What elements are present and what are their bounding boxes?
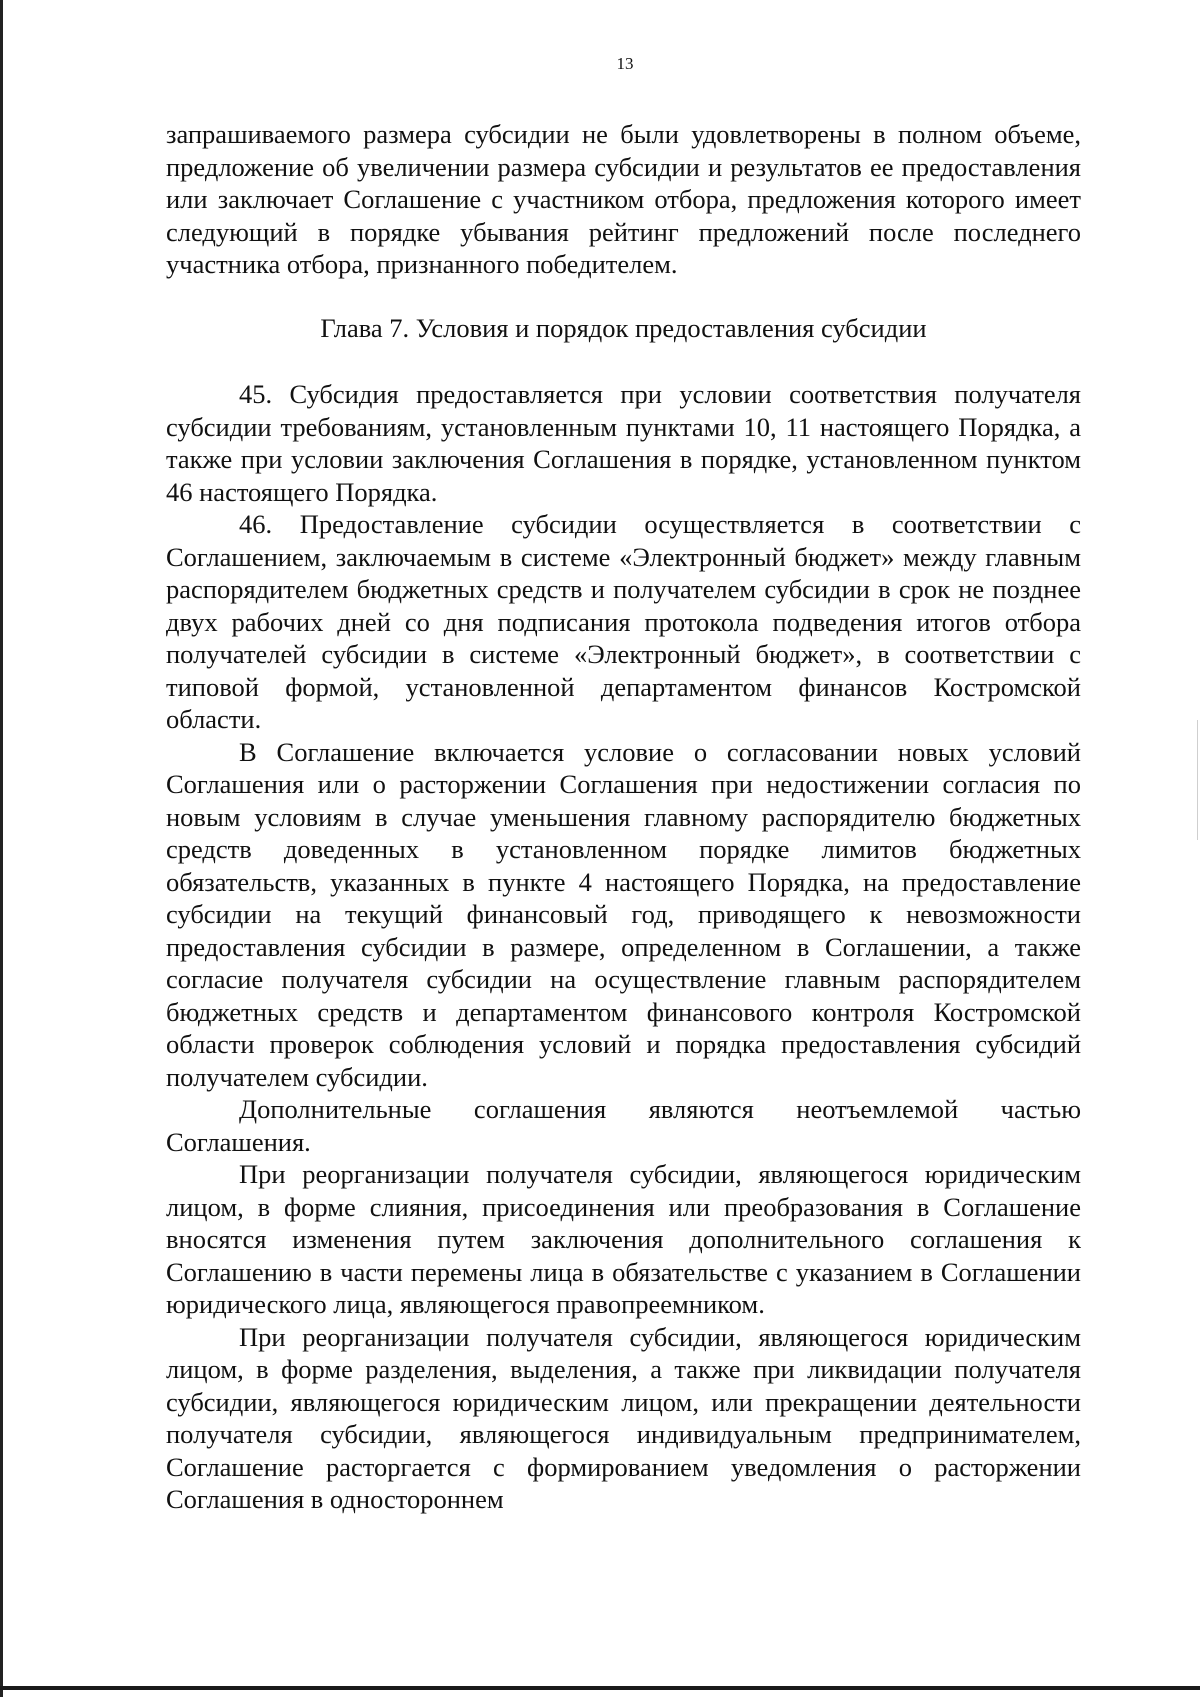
document-body [166, 118, 1081, 1516]
paragraph-additional-agreements: Дополнительные соглашения являются неотъемлемой частью Соглашения. [166, 1094, 1081, 1157]
paragraph-reorganization-merger: При реорганизации получателя субсидии, являющегося юридическим лицом, в форме слияния, присоединения или преобразования в Соглашение вносятся изменения путем заключения дополнительного соглашения к Соглашению в части перемены лица в обязательстве с указанием в Соглашении юридического лица, являющегося правопреемником. [166, 1159, 1081, 1319]
chapter-title: Глава 7. Условия и порядок предоставления субсидии [320, 312, 927, 343]
intro-paragraph: запрашиваемого размера субсидии не были удовлетворены в полном объеме, предложение об увеличении размера субсидии и результатов ее предоставления или заключает Соглашение с участником отбора, предложения которого имеет следующий в порядке убывания рейтинг предложений после последнего участника отбора, признанного победителем. [166, 119, 1081, 279]
scan-left-edge [0, 0, 3, 1697]
page-number: 13 [616, 54, 634, 73]
paragraph-reorganization-division: При реорганизации получателя субсидии, являющегося юридическим лицом, в форме разделения, выделения, а также при ликвидации получателя субсидии, являющегося юридическим лицом, или прекращении деятельности получателя субсидии, являющегося индивидуальным предпринимателем, Соглашение расторгается с формированием уведомления о расторжении Соглашения в одностороннем [166, 1321, 1081, 1514]
paragraph-agreement-conditions: В Соглашение включается условие о согласовании новых условий Соглашения или о расторжении Соглашения при недостижении согласия по новым условиям в случае уменьшения главному распорядителю бюджетных средств доведенных в установленном порядке лимитов бюджетных обязательств, указанных в пункте 4 настоящего Порядка, на предоставление субсидии на текущий финансовый год, приводящего к невозможности предоставления субсидии в размере, определенном в Соглашении, а также согласие получателя субсидии на осуществление главным распорядителем бюджетных средств и департаментом финансового контроля Костромской области проверок соблюдения условий и порядка предоставления субсидий получателем субсидии. [166, 736, 1081, 1092]
scan-right-edge-mark [1197, 720, 1198, 840]
scan-bottom-edge [0, 1686, 1200, 1690]
paragraph-45: 45. Субсидия предоставляется при условии соответствия получателя субсидии требованиям, установленным пунктами 10, 11 настоящего Порядка, а также при условии заключения Соглашения в порядке, установленном пунктом 46 настоящего Порядка. [166, 379, 1081, 507]
paragraph-46: 46. Предоставление субсидии осуществляется в соответствии с Соглашением, заключаемым в системе «Электронный бюджет» между главным распорядителем бюджетных средств и получателем субсидии в срок не позднее двух рабочих дней со дня подписания протокола подведения итогов отбора получателей субсидии в системе «Электронный бюджет», в соответствии с типовой формой, установленной департаментом финансов Костромской области. [166, 509, 1081, 734]
